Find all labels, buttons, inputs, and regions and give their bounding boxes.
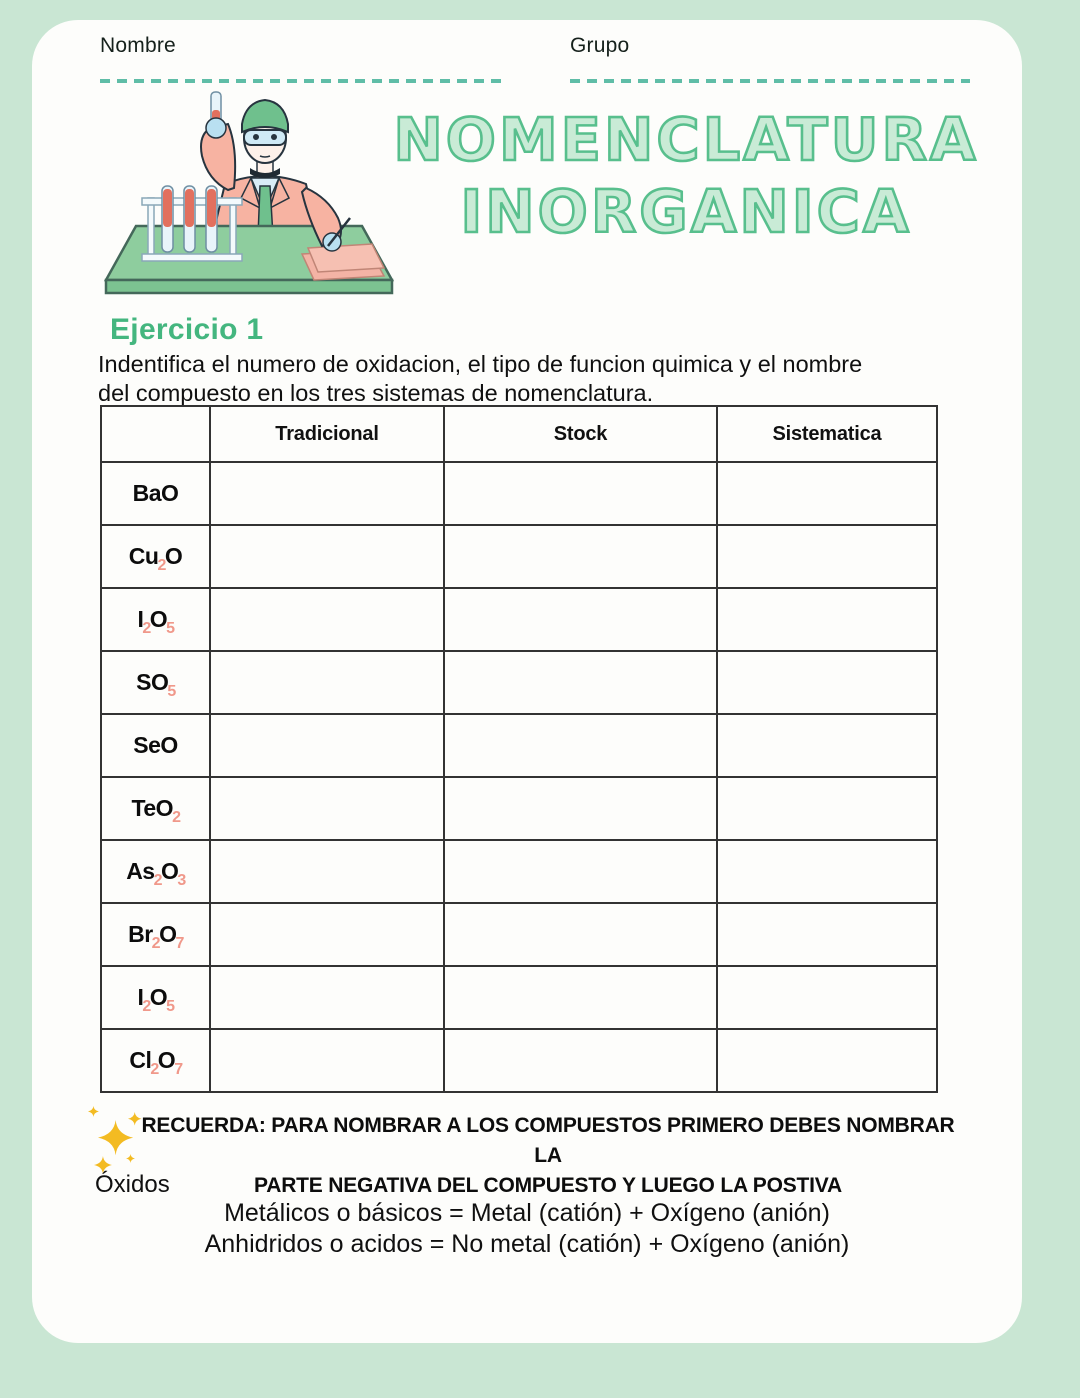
answer-cell-stock[interactable] bbox=[444, 840, 717, 903]
column-header-sistematica: Sistematica bbox=[717, 406, 937, 462]
formula-cell: $SO_5$ bbox=[101, 651, 210, 714]
formula-cell: $Br_2O_7$ bbox=[101, 903, 210, 966]
table-row bbox=[101, 840, 937, 903]
answer-cell-tradicional[interactable] bbox=[210, 714, 444, 777]
answer-cell-sistematica[interactable] bbox=[717, 462, 937, 525]
answer-cell-tradicional[interactable] bbox=[210, 903, 444, 966]
answer-cell-sistematica[interactable] bbox=[717, 903, 937, 966]
answer-cell-tradicional[interactable] bbox=[210, 966, 444, 1029]
table-row bbox=[101, 777, 937, 840]
page-title-line2: INORGANICA bbox=[460, 177, 912, 246]
table-row bbox=[101, 714, 937, 777]
reminder-line1: RECUERDA: PARA NOMBRAR A LOS COMPUESTOS PRIMERO DEBES NOMBRAR LA bbox=[141, 1114, 955, 1167]
table-row bbox=[101, 903, 937, 966]
answer-cell-tradicional[interactable] bbox=[210, 651, 444, 714]
answer-cell-sistematica[interactable] bbox=[717, 525, 937, 588]
exercise-heading: Ejercicio 1 bbox=[110, 313, 264, 346]
formula-cell: TeO$_2$ bbox=[101, 777, 210, 840]
table-row bbox=[101, 462, 937, 525]
answer-cell-stock[interactable] bbox=[444, 1029, 717, 1092]
page-title bbox=[380, 104, 992, 248]
formula-cell: $I_2O_5$ bbox=[101, 966, 210, 1029]
answer-cell-stock[interactable] bbox=[444, 966, 717, 1029]
answer-cell-tradicional[interactable] bbox=[210, 588, 444, 651]
oxide-rule-metallic: Metálicos o básicos = Metal (catión) + Oxígeno (anión) bbox=[224, 1199, 830, 1227]
answer-cell-tradicional[interactable] bbox=[210, 525, 444, 588]
page-title-line1: NOMENCLATURA bbox=[393, 105, 979, 174]
instructions-line1: Indentifica el numero de oxidacion, el tipo de funcion quimica y el nombre bbox=[98, 351, 863, 377]
answer-cell-stock[interactable] bbox=[444, 525, 717, 588]
formula-cell: $I_2O_5$ bbox=[101, 588, 210, 651]
table-row bbox=[101, 966, 937, 1029]
oxide-rules bbox=[62, 1198, 992, 1260]
answer-cell-sistematica[interactable] bbox=[717, 651, 937, 714]
table-row bbox=[101, 525, 937, 588]
answer-cell-sistematica[interactable] bbox=[717, 777, 937, 840]
column-header-formula bbox=[101, 406, 210, 462]
answer-cell-stock[interactable] bbox=[444, 714, 717, 777]
worksheet-card bbox=[32, 20, 1022, 1343]
grupo-field[interactable] bbox=[570, 79, 970, 83]
answer-cell-stock[interactable] bbox=[444, 462, 717, 525]
instructions-line2: del compuesto en los tres sistemas de nomenclatura. bbox=[98, 380, 654, 406]
formula-cell: $As_2O_3$ bbox=[101, 840, 210, 903]
answer-cell-sistematica[interactable] bbox=[717, 966, 937, 1029]
answer-cell-tradicional[interactable] bbox=[210, 840, 444, 903]
formula-cell: SeO bbox=[101, 714, 210, 777]
table-row bbox=[101, 651, 937, 714]
oxides-label: Óxidos bbox=[95, 1171, 170, 1198]
column-header-tradicional: Tradicional bbox=[210, 406, 444, 462]
answer-cell-sistematica[interactable] bbox=[717, 588, 937, 651]
table-row bbox=[101, 588, 937, 651]
table-header-row bbox=[101, 406, 937, 462]
exercise-table bbox=[100, 405, 938, 1093]
reminder-line2: PARTE NEGATIVA DEL COMPUESTO Y LUEGO LA POSTIVA bbox=[253, 1174, 842, 1197]
answer-cell-sistematica[interactable] bbox=[717, 714, 937, 777]
answer-cell-sistematica[interactable] bbox=[717, 840, 937, 903]
answer-cell-stock[interactable] bbox=[444, 651, 717, 714]
answer-cell-stock[interactable] bbox=[444, 777, 717, 840]
table-body bbox=[101, 462, 937, 1092]
chemist-illustration bbox=[92, 86, 422, 318]
table-row bbox=[101, 1029, 937, 1092]
nombre-label: Nombre bbox=[100, 34, 176, 57]
answer-cell-stock[interactable] bbox=[444, 903, 717, 966]
column-header-stock: Stock bbox=[444, 406, 717, 462]
answer-cell-stock[interactable] bbox=[444, 588, 717, 651]
answer-cell-tradicional[interactable] bbox=[210, 777, 444, 840]
answer-cell-sistematica[interactable] bbox=[717, 1029, 937, 1092]
formula-cell: $Cu_2O$ bbox=[101, 525, 210, 588]
formula-cell: $Cl_2O_7$ bbox=[101, 1029, 210, 1092]
grupo-label: Grupo bbox=[570, 34, 630, 57]
oxide-rule-anhydride: Anhidridos o acidos = No metal (catión) + Oxígeno (anión) bbox=[204, 1230, 850, 1258]
reminder-note bbox=[128, 1111, 968, 1201]
formula-cell: BaO bbox=[101, 462, 210, 525]
answer-cell-tradicional[interactable] bbox=[210, 1029, 444, 1092]
nombre-field[interactable] bbox=[100, 79, 505, 83]
exercise-instructions bbox=[98, 350, 998, 408]
answer-cell-tradicional[interactable] bbox=[210, 462, 444, 525]
